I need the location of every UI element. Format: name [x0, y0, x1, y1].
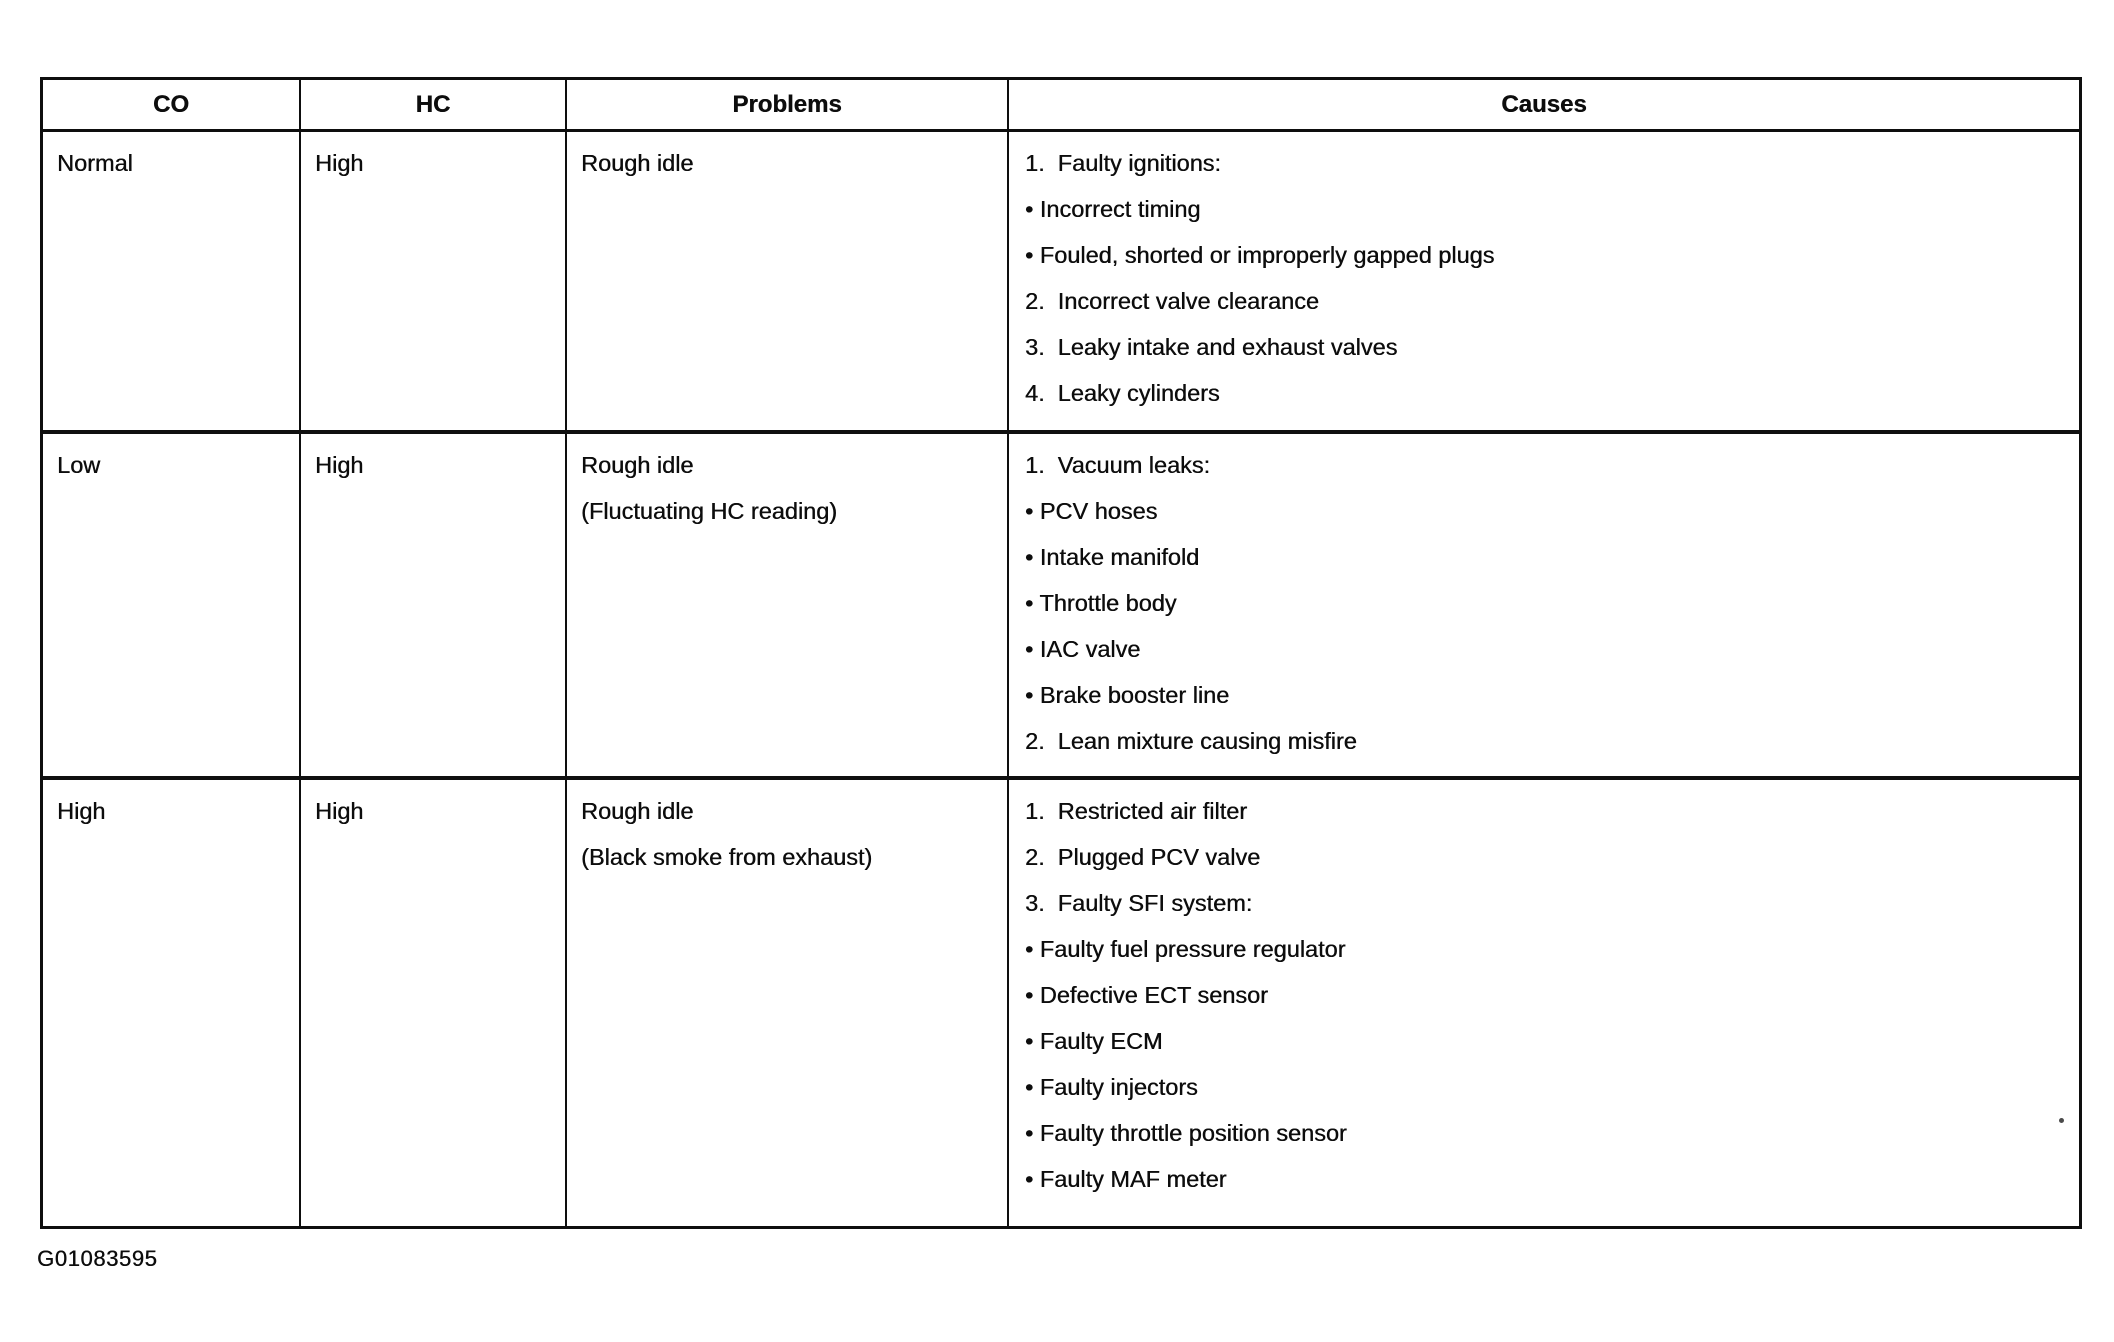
cause-line: 1. Faulty ignitions: [1025, 150, 1221, 176]
cause-line: • Faulty ECM [1025, 1028, 1163, 1054]
cause-line: • Faulty throttle position sensor [1025, 1120, 1347, 1146]
cause-line: • IAC valve [1025, 636, 1141, 662]
table-row [43, 780, 2079, 1226]
column-header-hc: HC [301, 80, 567, 129]
cause-line: 1. Restricted air filter [1025, 798, 1248, 824]
column-header-causes: Causes [1501, 90, 1587, 118]
co-value: High [57, 798, 106, 824]
cause-line: 2. Lean mixture causing misfire [1025, 728, 1357, 754]
problem-line: Rough idle [581, 798, 694, 824]
cell-problems [567, 780, 1009, 1226]
cause-line: 2. Incorrect valve clearance [1025, 288, 1319, 314]
cause-line: 2. Plugged PCV valve [1025, 844, 1261, 870]
cell-co [43, 132, 301, 430]
emissions-diagnostic-table [40, 77, 2082, 1229]
cell-causes [1009, 132, 2079, 430]
problem-line: (Black smoke from exhaust) [581, 844, 873, 870]
cause-line: • Throttle body [1025, 590, 1177, 616]
column-header-co: CO [43, 80, 301, 129]
cause-line: 3. Faulty SFI system: [1025, 890, 1253, 916]
cause-line: • Faulty injectors [1025, 1074, 1198, 1100]
problem-line: (Fluctuating HC reading) [581, 498, 837, 524]
problem-line: Rough idle [581, 150, 694, 176]
cell-problems [567, 434, 1009, 776]
cause-line: • Faulty fuel pressure regulator [1025, 936, 1346, 962]
cell-co [43, 780, 301, 1226]
table-header-row [43, 80, 2079, 132]
cause-line: 4. Leaky cylinders [1025, 380, 1220, 406]
column-header-problems: Problems [567, 80, 1009, 129]
scan-speck-artifact [2059, 1118, 2064, 1123]
cause-line: 1. Vacuum leaks: [1025, 452, 1211, 478]
cause-line: • Intake manifold [1025, 544, 1200, 570]
co-value: Low [57, 452, 101, 478]
cause-line: • Brake booster line [1025, 682, 1230, 708]
figure-reference-code: G01083595 [37, 1246, 158, 1271]
problem-line: Rough idle [581, 452, 694, 478]
co-value: Normal [57, 150, 133, 176]
cell-hc [301, 434, 567, 776]
cause-line: 3. Leaky intake and exhaust valves [1025, 334, 1398, 360]
hc-value: High [315, 798, 364, 824]
cause-line: • PCV hoses [1025, 498, 1158, 524]
cell-hc [301, 132, 567, 430]
cause-line: • Faulty MAF meter [1025, 1166, 1227, 1192]
cell-causes [1009, 434, 2079, 776]
cause-line: • Defective ECT sensor [1025, 982, 1268, 1008]
cause-line: • Incorrect timing [1025, 196, 1201, 222]
cell-problems [567, 132, 1009, 430]
cause-line: • Fouled, shorted or improperly gapped plugs [1025, 242, 1495, 268]
cell-hc [301, 780, 567, 1226]
cell-co [43, 434, 301, 776]
cell-causes [1009, 780, 2079, 1226]
hc-value: High [315, 150, 364, 176]
table-row [43, 132, 2079, 434]
table-row [43, 434, 2079, 780]
hc-value: High [315, 452, 364, 478]
